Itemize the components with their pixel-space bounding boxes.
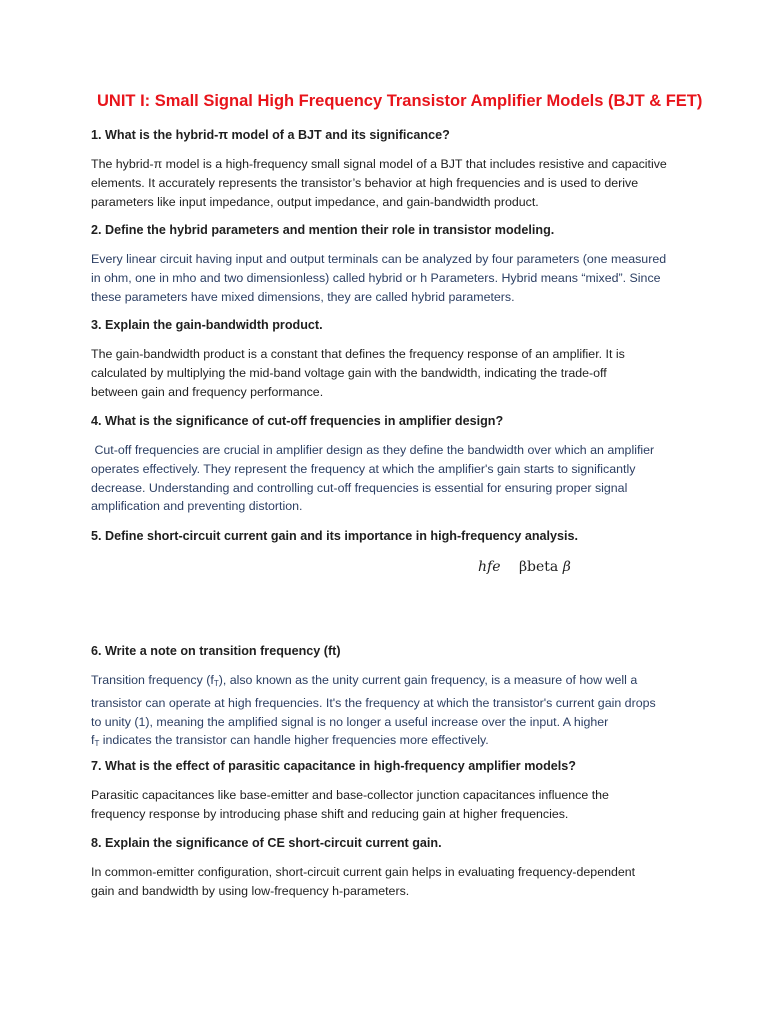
answer-1-line-2: elements. It accurately represents the transistor’s behavior at high frequencies and is used to derive	[91, 175, 639, 190]
answer-6-line-3: to unity (1), meaning the amplified signal is no longer a useful increase over the input. A higher	[91, 714, 609, 729]
answer-6-line-1	[91, 671, 691, 694]
formula-beta-symbol: β	[562, 559, 571, 575]
answer-7	[91, 786, 691, 824]
question-8: 8. Explain the significance of CE short-circuit current gain.	[91, 836, 442, 850]
answer-1-line-3: parameters like input impedance, output impedance, and gain-bandwidth product.	[91, 194, 539, 209]
answer-8	[91, 863, 691, 901]
answer-6-line-1-post: ), also known as the unity current gain frequency, is a measure of how well a	[218, 673, 638, 687]
hfe-beta-formula	[478, 559, 571, 575]
answer-4-line-4: amplification and preventing distortion.	[91, 499, 303, 514]
question-5: 5. Define short-circuit current gain and its importance in high-frequency analysis.	[91, 529, 579, 543]
question-4: 4. What is the significance of cut-off frequencies in amplifier design?	[91, 414, 504, 428]
answer-6	[91, 671, 691, 754]
answer-1	[91, 155, 691, 211]
answer-8-line-1: In common-emitter configuration, short-circuit current gain helps in evaluating frequency-dependent	[91, 865, 636, 879]
answer-2-line-1: Every linear circuit having input and output terminals can be analyzed by four parameters (one measured	[91, 252, 667, 266]
question-1: 1. What is the hybrid-π model of a BJT and its significance?	[91, 128, 450, 142]
answer-6-line-1-pre: Transition frequency (f	[91, 673, 214, 687]
answer-6-line-1-sub: T	[213, 679, 219, 688]
answer-4-line-1: Cut-off frequencies are crucial in amplifier design as they define the bandwidth over which an amplifier	[91, 443, 655, 457]
answer-6-line-4-pre: f	[91, 733, 95, 748]
answer-3-line-3: between gain and frequency performance.	[91, 384, 324, 399]
answer-6-line-4	[91, 731, 691, 754]
page-title: UNIT I: Small Signal High Frequency Transistor Amplifier Models (BJT & FET)	[97, 92, 703, 110]
answer-4-line-3: decrease. Understanding and controlling cut-off frequencies is essential for ensuring proper signal	[91, 480, 628, 495]
formula-hfe: hfe	[478, 559, 501, 575]
answer-4-line-2: operates effectively. They represent the frequency at which the amplifier's gain starts to significantly	[91, 461, 636, 476]
answer-3	[91, 345, 691, 401]
answer-4	[91, 441, 691, 516]
answer-8-line-2: gain and bandwidth by using low-frequency h-parameters.	[91, 883, 410, 898]
formula-beta-word: βbeta	[518, 559, 559, 575]
answer-1-line-1: The hybrid-π model is a high-frequency small signal model of a BJT that includes resistive and capacitive	[91, 157, 667, 171]
answer-2-line-3: these parameters have mixed dimensions, they are called hybrid parameters.	[91, 289, 515, 304]
question-6: 6. Write a note on transition frequency (ft)	[91, 644, 341, 658]
answer-6-line-2: transistor can operate at high frequencies. It's the frequency at which the transistor's current gain drops	[91, 695, 656, 710]
answer-6-line-4-sub: T	[94, 739, 100, 749]
answer-7-line-1: Parasitic capacitances like base-emitter and base-collector junction capacitances influence the	[91, 788, 609, 802]
answer-3-line-1: The gain-bandwidth product is a constant that defines the frequency response of an amplifier. It is	[91, 347, 625, 361]
answer-6-line-4-post: indicates the transistor can handle higher frequencies more effectively.	[99, 733, 489, 748]
question-2: 2. Define the hybrid parameters and mention their role in transistor modeling.	[91, 223, 555, 237]
answer-3-line-2: calculated by multiplying the mid-band voltage gain with the bandwidth, indicating the trade-off	[91, 365, 607, 380]
answer-2	[91, 250, 691, 306]
answer-2-line-2: in ohm, one in mho and two dimensionless) called hybrid or h Parameters. Hybrid means “mixed”. Since	[91, 270, 661, 285]
question-7: 7. What is the effect of parasitic capacitance in high-frequency amplifier models?	[91, 759, 576, 773]
question-3: 3. Explain the gain-bandwidth product.	[91, 318, 323, 332]
answer-7-line-2: frequency response by introducing phase shift and reducing gain at higher frequencies.	[91, 806, 569, 821]
